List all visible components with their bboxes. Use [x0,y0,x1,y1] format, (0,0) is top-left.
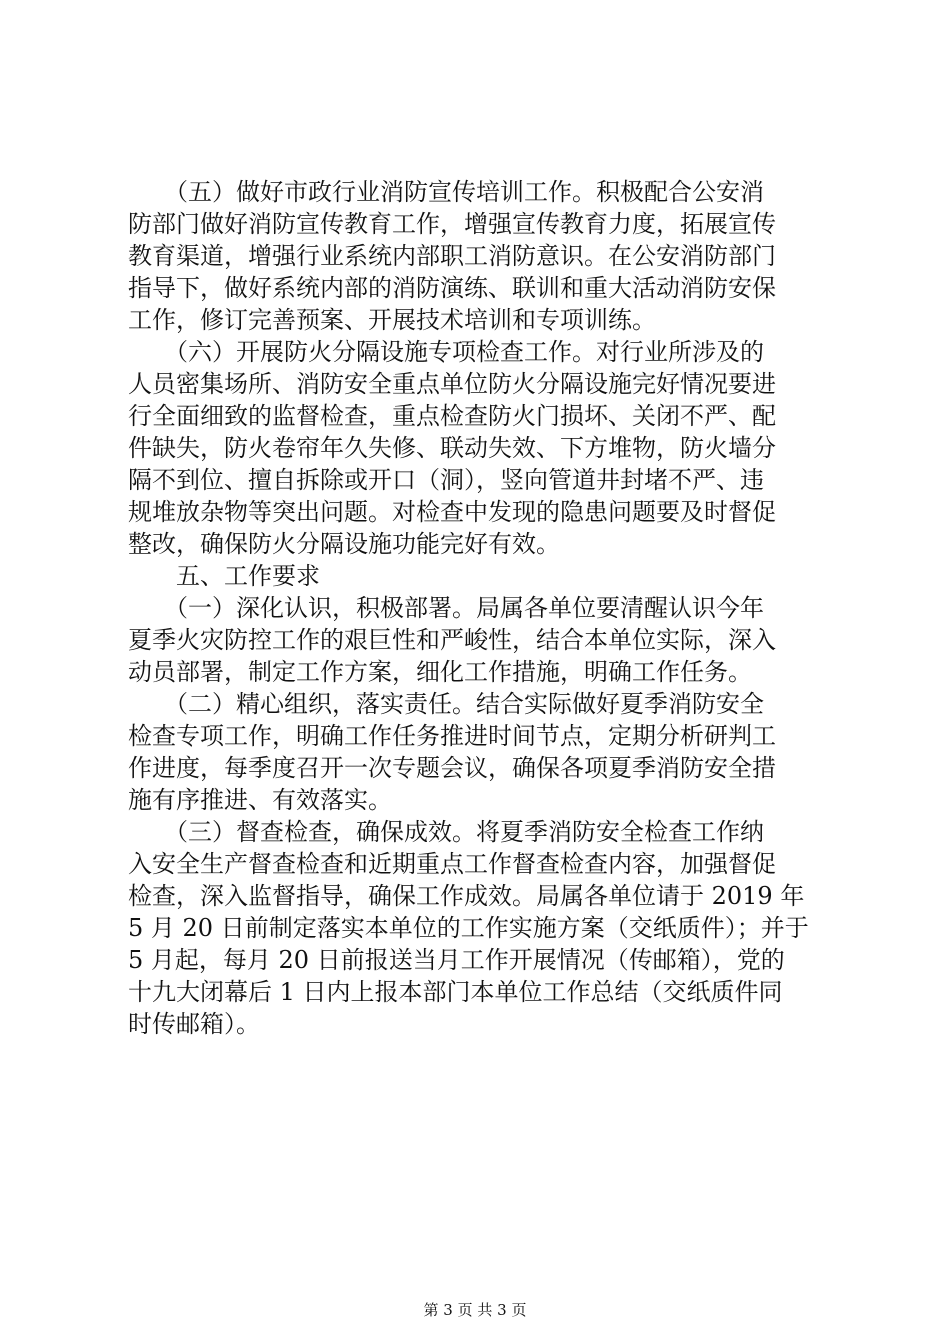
requirement-2-line-1: （二）精心组织，落实责任。结合实际做好夏季消防安全 [128,690,764,718]
requirement-1-line-1: （一）深化认识，积极部署。局属各单位要清醒认识今年 [128,594,764,622]
requirement-3-line-2: 入安全生产督查检查和近期重点工作督查检查内容，加强督促 [128,850,776,878]
paragraph-5-line-3: 教育渠道，增强行业系统内部职工消防意识。在公安消防部门 [128,242,776,270]
paragraph-6-line-1: （六）开展防火分隔设施专项检查工作。对行业所涉及的 [128,338,764,366]
requirement-2-line-2: 检查专项工作，明确工作任务推进时间节点，定期分析研判工 [128,722,776,750]
section-heading-work-requirements: 五、工作要求 [128,562,320,590]
requirement-3-line-4: 5 月 20 日前制定落实本单位的工作实施方案（交纸质件）；并于 [128,914,809,942]
requirement-3-line-5: 5 月起，每月 20 日前报送当月工作开展情况（传邮箱），党的 [128,946,785,974]
paragraph-5-line-4: 指导下，做好系统内部的消防演练、联训和重大活动消防安保 [128,274,776,302]
paragraph-5-line-1: （五）做好市政行业消防宣传培训工作。积极配合公安消 [128,178,764,206]
paragraph-6-line-2: 人员密集场所、消防安全重点单位防火分隔设施完好情况要进 [128,370,776,398]
paragraph-6-line-4: 件缺失，防火卷帘年久失修、联动失效、下方堆物，防火墙分 [128,434,776,462]
requirement-2-line-3: 作进度，每季度召开一次专题会议，确保各项夏季消防安全措 [128,754,776,782]
requirement-3-line-1: （三）督查检查，确保成效。将夏季消防安全检查工作纳 [128,818,764,846]
requirement-3-line-7: 时传邮箱）。 [128,1010,260,1038]
requirement-3-line-6: 十九大闭幕后 1 日内上报本部门本单位工作总结（交纸质件同 [128,978,783,1006]
requirement-1-line-3: 动员部署，制定工作方案，细化工作措施，明确工作任务。 [128,658,752,686]
paragraph-5-line-2: 防部门做好消防宣传教育工作，增强宣传教育力度，拓展宣传 [128,210,776,238]
requirement-3-line-3: 检查，深入监督指导，确保工作成效。局属各单位请于 2019 年 [128,882,805,910]
paragraph-5-line-5: 工作，修订完善预案、开展技术培训和专项训练。 [128,306,656,334]
requirement-2-line-4: 施有序推进、有效落实。 [128,786,392,814]
paragraph-6-line-3: 行全面细致的监督检查，重点检查防火门损坏、关闭不严、配 [128,402,776,430]
page-number-footer: 第 3 页 共 3 页 [423,1301,527,1319]
requirement-1-line-2: 夏季火灾防控工作的艰巨性和严峻性，结合本单位实际，深入 [128,626,776,654]
paragraph-6-line-5: 隔不到位、擅自拆除或开口（洞），竖向管道井封堵不严、违 [128,466,764,494]
paragraph-6-line-6: 规堆放杂物等突出问题。对检查中发现的隐患问题要及时督促 [128,498,776,526]
paragraph-6-line-7: 整改，确保防火分隔设施功能完好有效。 [128,530,560,558]
